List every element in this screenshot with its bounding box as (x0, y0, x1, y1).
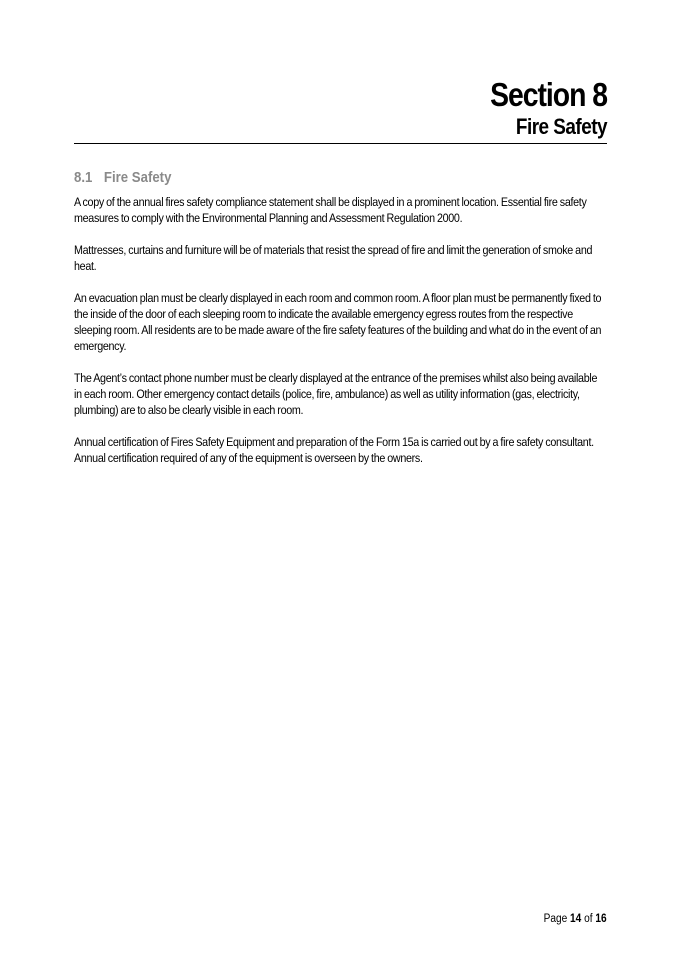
paragraph-annual-certification: Annual certification of Fires Safety Equipment and preparation of the Form 15a is carried out by a fire safety consultant. Annual certification required of any of the equipment is overseen by the owners. (74, 435, 594, 465)
section-title-heading: Fire Safety (515, 114, 607, 139)
subsection-title: Fire Safety (103, 169, 172, 186)
total-pages-number: 16 (595, 913, 607, 925)
paragraph-evacuation-plan: An evacuation plan must be clearly displayed in each room and common room. A floor plan must be permanently fixed to the inside of the door of each sleeping room to indicate the available emergency egress routes from the respective sleeping room. All residents are to be made aware of the fire safety features of the building and what do in the event of an emergency. (74, 291, 602, 353)
subsection-number: 8.1 (74, 169, 93, 186)
section-header (74, 76, 607, 140)
paragraph-contact-details: The Agent’s contact phone number must be clearly displayed at the entrance of the premises whilst also being available in each room. Other emergency contact details (police, fire, ambulance) as well as utility information (gas, electricity, plumbing) are to also be clearly visible in each room. (74, 371, 598, 417)
paragraph-materials: Mattresses, curtains and furniture will be of materials that resist the spread of fire and limit the generation of smoke and heat. (74, 243, 593, 273)
page-footer (544, 912, 607, 926)
paragraph-compliance-statement: A copy of the annual fires safety compliance statement shall be displayed in a prominent location. Essential fire safety measures to comply with the Environmental Planning and Assessment Regulation 2000. (74, 195, 587, 225)
current-page-number: 14 (570, 913, 582, 925)
header-divider (74, 143, 607, 144)
section-content (74, 168, 614, 482)
of-label: of (584, 913, 593, 925)
page-label: Page (543, 913, 568, 925)
section-number-heading: Section 8 (490, 76, 607, 113)
subsection-heading (74, 168, 549, 188)
